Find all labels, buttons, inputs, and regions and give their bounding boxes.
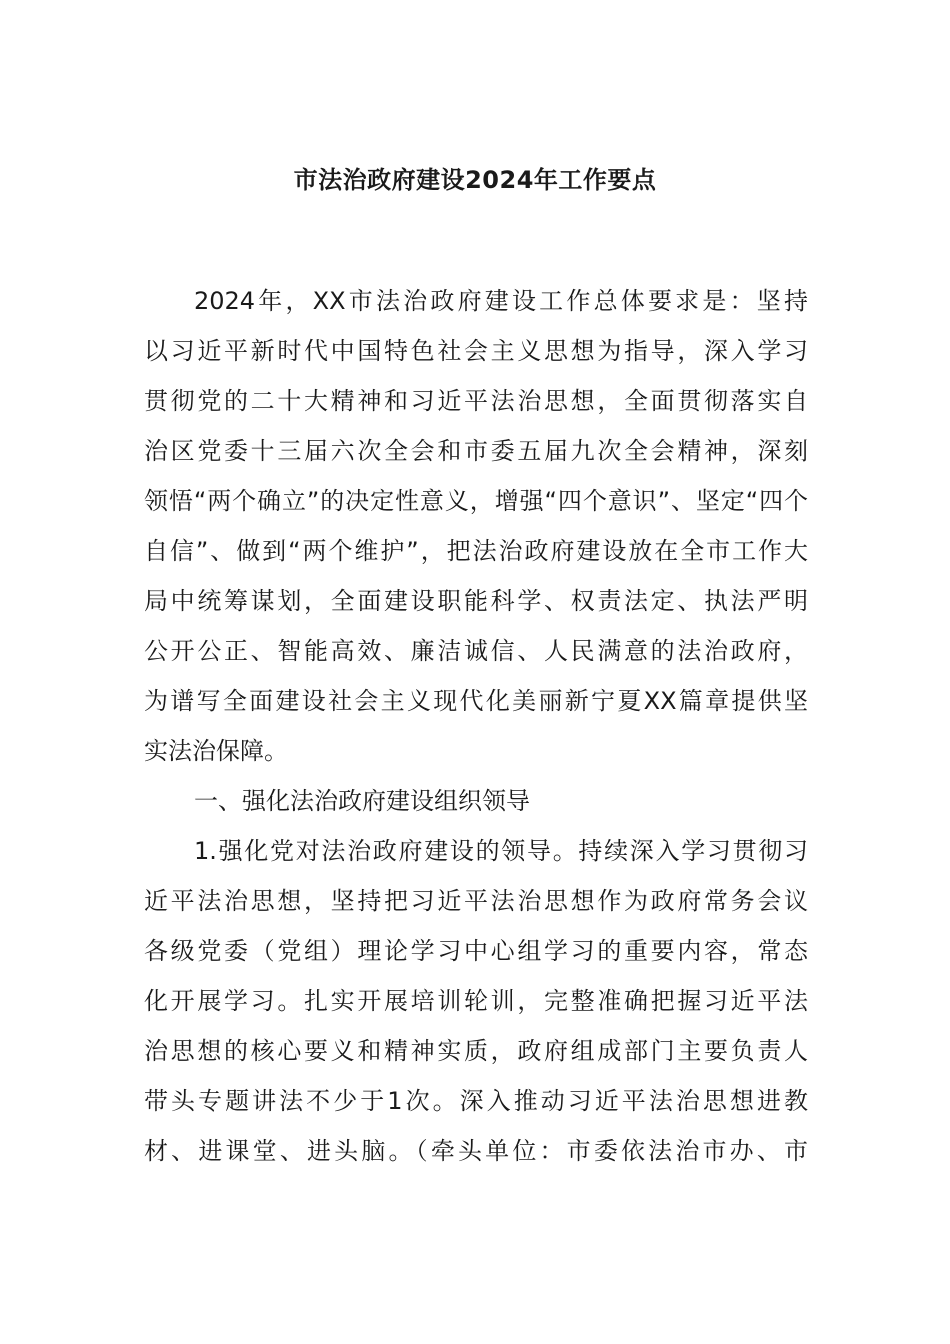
paragraph-line: 各级党委（党组）理论学习中心组学习的重要内容，常态 [144,937,808,965]
paragraph-line: 带头专题讲法不少于1次。深入推动习近平法治思想进教 [144,1087,808,1115]
paragraph-line: 为谱写全面建设社会主义现代化美丽新宁夏XX篇章提供坚 [144,687,808,715]
paragraph-line: 1.强化党对法治政府建设的领导。持续深入学习贯彻习 [194,837,808,865]
document-title: 市法治政府建设2024年工作要点 [293,166,657,194]
paragraph-line: 领悟“两个确立”的决定性意义，增强“四个意识”、坚定“四个 [144,487,808,515]
paragraph-line: 贯彻党的二十大精神和习近平法治思想，全面贯彻落实自 [144,387,808,415]
paragraph-line: 治区党委十三届六次全会和市委五届九次全会精神，深刻 [144,437,808,465]
paragraph-line: 2024年，XX市法治政府建设工作总体要求是：坚持 [194,287,808,315]
paragraph-line: 以习近平新时代中国特色社会主义思想为指导，深入学习 [144,337,808,365]
paragraph-line: 材、进课堂、进头脑。（牵头单位：市委依法治市办、市 [144,1137,808,1165]
paragraph-line: 治思想的核心要义和精神实质，政府组成部门主要负责人 [144,1037,808,1065]
paragraph-line: 局中统筹谋划，全面建设职能科学、权责法定、执法严明 [144,587,808,615]
section-heading: 一、强化法治政府建设组织领导 [194,787,530,815]
paragraph-line: 公开公正、智能高效、廉洁诚信、人民满意的法治政府， [144,637,808,665]
paragraph-line: 化开展学习。扎实开展培训轮训，完整准确把握习近平法 [144,987,808,1015]
paragraph-line: 自信”、做到“两个维护”，把法治政府建设放在全市工作大 [144,537,808,565]
document-body [144,276,808,1176]
paragraph-line: 实法治保障。 [144,737,288,765]
paragraph-line: 近平法治思想，坚持把习近平法治思想作为政府常务会议 [144,887,808,915]
